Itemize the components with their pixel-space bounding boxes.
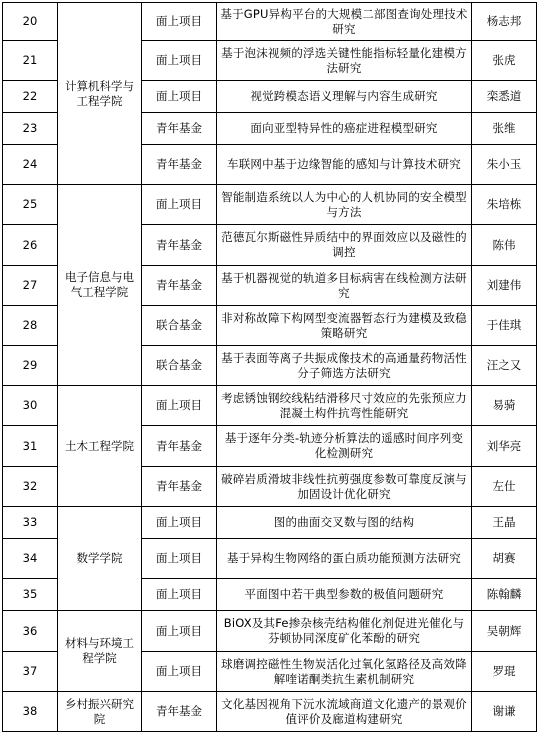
project-type: 面上项目 bbox=[142, 41, 217, 81]
table-row bbox=[3, 3, 537, 41]
row-number: 35 bbox=[3, 579, 58, 611]
project-title: 智能制造系统以人为中心的人机协同的安全模型与方法 bbox=[217, 185, 472, 225]
project-type: 面上项目 bbox=[142, 539, 217, 579]
projects-table bbox=[2, 2, 537, 732]
row-number: 29 bbox=[3, 346, 58, 386]
row-number: 38 bbox=[3, 692, 58, 732]
project-title: 视觉跨模态语义理解与内容生成研究 bbox=[217, 81, 472, 113]
college-cell: 土木工程学院 bbox=[58, 386, 142, 507]
row-number: 21 bbox=[3, 41, 58, 81]
project-title: 球磨调控磁性生物炭活化过氧化氢路径及高效降解喹诺酮类抗生素机制研究 bbox=[217, 652, 472, 692]
project-title: 车联网中基于边缘智能的感知与计算技术研究 bbox=[217, 145, 472, 185]
project-title: 基于表面等离子共振成像技术的高通量药物活性分子筛选方法研究 bbox=[217, 346, 472, 386]
college-cell: 材料与环境工程学院 bbox=[58, 611, 142, 692]
project-leader: 胡赛 bbox=[472, 539, 537, 579]
row-number: 26 bbox=[3, 225, 58, 266]
project-title: 图的曲面交叉数与图的结构 bbox=[217, 507, 472, 539]
college-cell: 计算机科学与工程学院 bbox=[58, 3, 142, 185]
project-type: 面上项目 bbox=[142, 652, 217, 692]
project-title: 范德瓦尔斯磁性异质结中的界面效应以及磁性的调控 bbox=[217, 225, 472, 266]
project-leader: 汪之又 bbox=[472, 346, 537, 386]
project-leader: 陈翰麟 bbox=[472, 579, 537, 611]
project-type: 青年基金 bbox=[142, 225, 217, 266]
row-number: 33 bbox=[3, 507, 58, 539]
row-number: 22 bbox=[3, 81, 58, 113]
college-cell: 乡村振兴研究院 bbox=[58, 692, 142, 732]
row-number: 37 bbox=[3, 652, 58, 692]
project-leader: 朱培栋 bbox=[472, 185, 537, 225]
college-cell: 电子信息与电气工程学院 bbox=[58, 185, 142, 386]
project-type: 联合基金 bbox=[142, 346, 217, 386]
project-title: 平面图中若干典型参数的极值问题研究 bbox=[217, 579, 472, 611]
project-type: 面上项目 bbox=[142, 611, 217, 652]
table-row bbox=[3, 185, 537, 225]
project-type: 青年基金 bbox=[142, 145, 217, 185]
project-title: 基于异构生物网络的蛋白质功能预测方法研究 bbox=[217, 539, 472, 579]
project-type: 青年基金 bbox=[142, 266, 217, 306]
row-number: 24 bbox=[3, 145, 58, 185]
row-number: 28 bbox=[3, 306, 58, 346]
project-type: 青年基金 bbox=[142, 426, 217, 467]
project-leader: 陈伟 bbox=[472, 225, 537, 266]
project-type: 面上项目 bbox=[142, 185, 217, 225]
row-number: 25 bbox=[3, 185, 58, 225]
project-title: 基于GPU异构平台的大规模二部图查询处理技术研究 bbox=[217, 3, 472, 41]
project-leader: 杨志邦 bbox=[472, 3, 537, 41]
table-row bbox=[3, 611, 537, 652]
row-number: 30 bbox=[3, 386, 58, 426]
project-title: 基于机器视觉的轨道多目标病害在线检测方法研究 bbox=[217, 266, 472, 306]
project-title: 考虑锈蚀钢绞线粘结滑移尺寸效应的先张预应力混凝土构件抗弯性能研究 bbox=[217, 386, 472, 426]
project-type: 面上项目 bbox=[142, 386, 217, 426]
row-number: 27 bbox=[3, 266, 58, 306]
project-leader: 于佳琪 bbox=[472, 306, 537, 346]
project-type: 面上项目 bbox=[142, 81, 217, 113]
project-type: 面上项目 bbox=[142, 3, 217, 41]
row-number: 32 bbox=[3, 467, 58, 507]
table-row bbox=[3, 507, 537, 539]
project-leader: 刘建伟 bbox=[472, 266, 537, 306]
project-leader: 吴朝辉 bbox=[472, 611, 537, 652]
row-number: 20 bbox=[3, 3, 58, 41]
project-type: 面上项目 bbox=[142, 507, 217, 539]
college-cell: 数学学院 bbox=[58, 507, 142, 611]
project-leader: 朱小玉 bbox=[472, 145, 537, 185]
project-type: 青年基金 bbox=[142, 113, 217, 145]
row-number: 36 bbox=[3, 611, 58, 652]
row-number: 34 bbox=[3, 539, 58, 579]
project-title: BiOX及其Fe掺杂核壳结构催化剂促进光催化与芬顿协同深度矿化苯酚的研究 bbox=[217, 611, 472, 652]
project-leader: 张维 bbox=[472, 113, 537, 145]
project-leader: 张虎 bbox=[472, 41, 537, 81]
project-title: 破碎岩质滑坡非线性抗剪强度参数可靠度反演与加固设计优化研究 bbox=[217, 467, 472, 507]
project-type: 青年基金 bbox=[142, 467, 217, 507]
project-leader: 栾悉道 bbox=[472, 81, 537, 113]
project-title: 非对称故障下构网型变流器暂态行为建模及致稳策略研究 bbox=[217, 306, 472, 346]
table-row bbox=[3, 386, 537, 426]
row-number: 31 bbox=[3, 426, 58, 467]
project-leader: 罗琨 bbox=[472, 652, 537, 692]
project-title: 基于泡沫视频的浮选关键性能指标轻量化建模方法研究 bbox=[217, 41, 472, 81]
row-number: 23 bbox=[3, 113, 58, 145]
table-row bbox=[3, 692, 537, 732]
project-title: 面向亚型特异性的癌症进程模型研究 bbox=[217, 113, 472, 145]
project-type: 青年基金 bbox=[142, 692, 217, 732]
project-title: 基于逐年分类-轨迹分析算法的遥感时间序列变化检测研究 bbox=[217, 426, 472, 467]
project-leader: 刘华亮 bbox=[472, 426, 537, 467]
project-type: 联合基金 bbox=[142, 306, 217, 346]
project-leader: 王晶 bbox=[472, 507, 537, 539]
project-type: 面上项目 bbox=[142, 579, 217, 611]
project-leader: 左仕 bbox=[472, 467, 537, 507]
project-leader: 易骑 bbox=[472, 386, 537, 426]
project-leader: 谢谦 bbox=[472, 692, 537, 732]
project-title: 文化基因视角下沅水流域商道文化遗产的景观价值评价及廊道构建研究 bbox=[217, 692, 472, 732]
